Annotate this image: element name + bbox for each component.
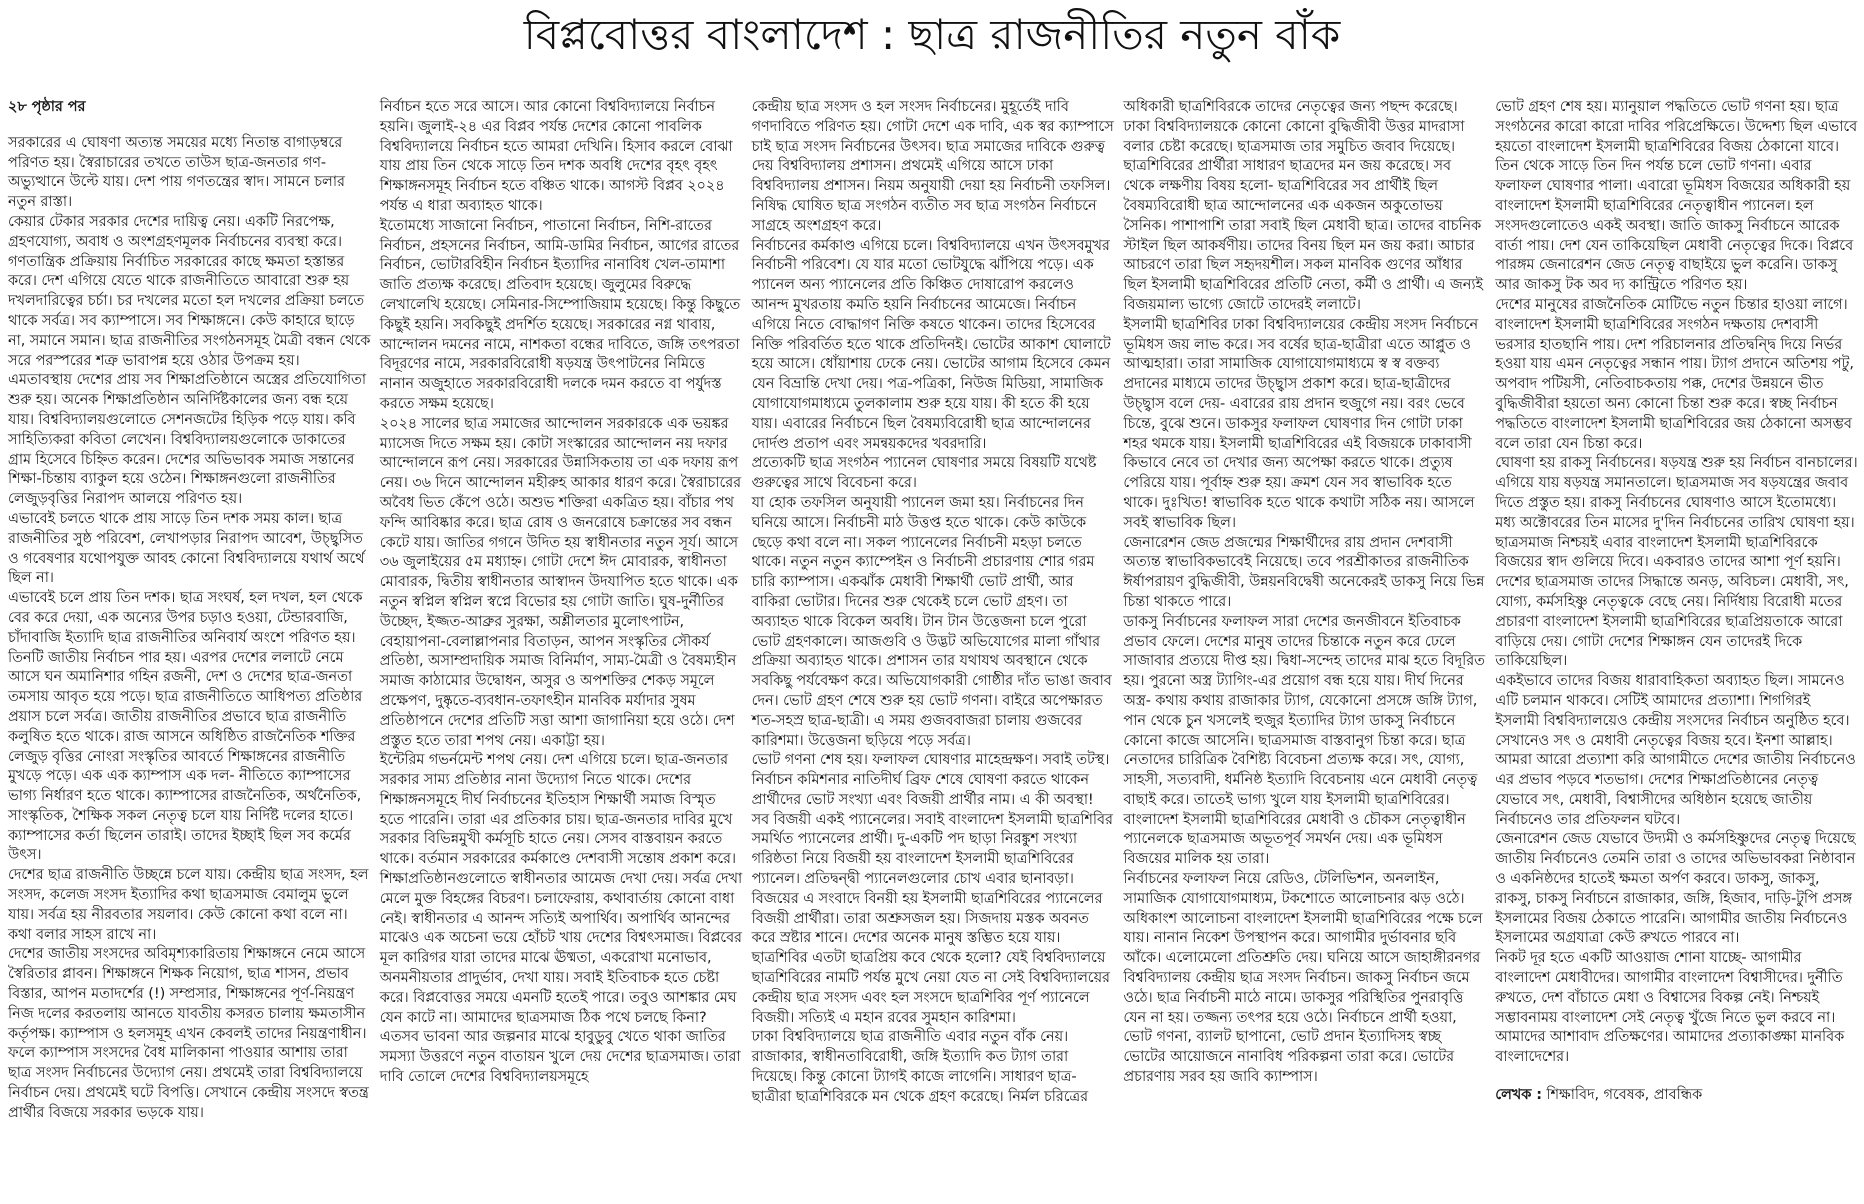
article-title: বিপ্লবোত্তর বাংলাদেশ : ছাত্র রাজনীতির নতুন বাঁক (523, 10, 1341, 59)
paragraph: এভাবেই চলতে থাকে প্রায় সাড়ে তিন দশক সময় কাল। ছাত্র রাজনীতির সুষ্ঠ পরিবেশ, লেখাপড়ার নিরাপদ আবেশ, উচ্ছ্বসিত ও গবেষণার যথোপযুক্ত আবহ কোনো বিশ্ববিদ্যালয়ে যথার্থ অর্থে ছিল না। (8, 510, 365, 587)
paragraph: প্রত্যেকটি ছাত্র সংগঠন প্যানেল ঘোষণার সময়ে বিষয়টি যথেষ্ট গুরুত্বের সাথে বিবেচনা করে। (751, 455, 1097, 492)
paragraph: এতসব ভাবনা আর জল্পনার মাঝে হাবুডুবু খেতে থাকা জাতির সমস্যা উত্তরণে নতুন বাতায়ন খুলে দেয় দেশের ছাত্রসমাজ। তারা দাবি তোলে দেশের বিশ্ববিদ্যালয়সমূহে (379, 1029, 741, 1086)
paragraph: নির্বাচন হতে সরে আসে। আর কোনো বিশ্ববিদ্যালয়ে নির্বাচন হয়নি। জুলাই-২৪ এর বিপ্লব পর্যন্ত দেশের কোনো পাবলিক বিশ্ববিদ্যালয়ে নির্বাচন হতে আমরা দেখিনি। হিসাব করলে বোঝা যায় প্রায় তিন থেকে সাড়ে তিন দশক অবধি দেশের বৃহৎ বৃহৎ শিক্ষাঙ্গনসমূহ নির্বাচন হতে বঞ্চিত থাকে। আগস্ট বিপ্লব ২০২৪ পর্যন্ত এ ধারা অব্যাহত থাকে। (379, 99, 733, 214)
article-body (8, 98, 1858, 1124)
paragraph: নির্বাচনের কর্মকাণ্ড এগিয়ে চলে। বিশ্ববিদ্যালয়ে এখন উৎসবমুখর নির্বাচনী পরিবেশ। যে যার মতো ভোটযুদ্ধে ঝাঁপিয়ে পড়ে। এক প্যানেল অন্য প্যানেলের প্রতি কিঞ্চিত দোষারোপ করলেও আনন্দ মুখরতায় কমতি হয়নি নির্বাচনের আমেজে। নির্বাচন এগিয়ে নিতে বোদ্ধাগণ নিক্তি কষতে থাকেন। তাদের হিসেবের নিক্তি পরিবর্তিত হতে থাকে প্রতিদিনই। ভোটের আকাশ ঘোলাটে হয়ে আসে। ধোঁয়াশায় ঢেকে নেয়। ভোটের আগাম হিসেবে কেমন যেন বিভ্রান্তি দেখা দেয়। পত্র-পত্রিকা, নিউজ মিডিয়া, সামাজিক যোগাযোগমাধ্যমে তুলকালাম শুরু হয়ে যায়। কী হতে কী হয়ে যায়। এবারের নির্বাচনে ছিল বৈষম্যবিরোধী ছাত্র আন্দোলনের দোর্দণ্ড প্রতাপ এবং সমন্বয়কদের খবরদারি। (751, 237, 1111, 452)
paragraph: ইতোমধ্যে সাজানো নির্বাচন, পাতানো নির্বাচন, নিশি-রাতের নির্বাচন, প্রহসনের নির্বাচন, আমি-ডামির নির্বাচন, আগের রাতের নির্বাচন, ভোটারবিহীন নির্বাচন ইত্যাদির নানাবিধ খেল-তামাশা জাতি প্রত্যক্ষ করেছে। প্রতিবাদ হয়েছে। জুলুমের বিরুদ্ধে লেখালেখি হয়েছে। সেমিনার-সিম্পোজিয়াম হয়েছে। কিন্তু কিছুতে কিছুই হয়নি। সবকিছুই প্রদর্শিত হয়েছে। সরকারের নগ্ন থাবায়, আন্দোলন দমনের নামে, নাশকতা বন্ধের দাবিতে, জঙ্গি তৎপরতা বিদূরণের নামে, সরকারবিরোধী ষড়যন্ত্র উৎপাটনের নিমিত্তে নানান অজুহাতে সরকারবিরোধী দলকে দমন করতে বা পর্যুদস্ত করতে সক্ষম হয়েছে। (379, 217, 741, 412)
column-3 (752, 98, 1115, 1124)
paragraph: ঢাকা বিশ্ববিদ্যালয়ে ছাত্র রাজনীতি এবার নতুন বাঁক নেয়। রাজাকার, স্বাধীনতাবিরোধী, জঙ্গি ইত্যাদি কত ট্যাগ তারা দিয়েছে। কিন্তু কোনো ট্যাগই কাজে লাগেনি। সাধারণ ছাত্র-ছাত্রীরা ছাত্রশিবিরকে মন থেকে গ্রহণ করেছে। নির্মল চরিত্রের (751, 1029, 1088, 1105)
paragraph: ২০২৪ সালের ছাত্র সমাজের আন্দোলন সরকারকে এক ভয়ঙ্কর ম্যাসেজ দিতে সক্ষম হয়। কোটা সংস্কারের আন্দোলন নয় দফার আন্দোলনে রূপ নেয়। সরকারের উন্নাসিকতায় তা এক দফায় রূপ নেয়। ৩৬ দিনে আন্দোলন মহীরুহ আকার ধারণ করে। স্বৈরাচারের অবৈধ ভিত কেঁপে ওঠে। অশুভ শক্তিরা একত্রিত হয়। বাঁচার পথ ফন্দি আবিষ্কার করে। ছাত্র রোষ ও জনরোষে চক্রান্তের সব বন্ধন কেটে যায়। জাতির গগনে উদিত হয় স্বাধীনতার নতুন সূর্য। আসে ৩৬ জুলাইয়ের ৫ম মধ্যাহ্ন। গোটা দেশে ঈদ মোবারক, স্বাধীনতা মোবারক, দ্বিতীয় স্বাধীনতার আস্বাদন উদযাপিত হতে থাকে। এক নতুন স্বপ্নিল স্বপ্নিল স্বপ্নে বিভোর হয় গোটা জাতি। ঘুষ-দুর্নীতির উচ্ছেদ, ইজ্জত-আব্রুর সুরক্ষা, অশ্লীলতার মুলোৎপাটন, বেহায়াপনা-বেলাল্লাপনার বিতাড়ন, আপন সংস্কৃতির সৌকর্য প্রতিষ্ঠা, অসাম্প্রদায়িক সমাজ বিনির্মাণ, সাম্য-মৈত্রী ও বৈষম্যহীন সমাজ কাঠামোর উদ্বোধন, অসুর ও অপশক্তির শেকড় সমূলে প্রক্ষেপণ, দুষ্কৃতে-ব্যবধান-তফাৎহীন মানবিক মর্যাদার সুষম প্রতিষ্ঠাপনে দেশের প্রতিটি সত্তা আশা জাগানিয়া হয়ে ওঠে। দেশ প্রস্তুত হতে তারা শপথ নেয়। একাট্টা হয়। (379, 415, 742, 749)
paragraph: দেশের জাতীয় সংসদের অবিমৃশ্যকারিতায় শিক্ষাঙ্গনে নেমে আসে স্বৈরিতার প্লাবন। শিক্ষাঙ্গনে শিক্ষক নিয়োগ, ছাত্র শাসন, প্রভাব বিস্তার, আপন মতাদর্শের (!) সম্প্রসার, শিক্ষাঙ্গনের পূর্ণ-নিয়ন্ত্রণ নিজ দলের করতলায় আনতে যাবতীয় কসরত চালায় ক্ষমতাসীন কর্তৃপক্ষ। ক্যাম্পাস ও হলসমূহ এখন কেবলই তাদের নিয়ন্ত্রণাধীন। ফলে ক্যাম্পাস সংসদের বৈধ মালিকানা পাওয়ার আশায় তারা ছাত্র সংসদ নির্বাচনের উদ্যোগ নেয়। প্রথমেই তারা বিশ্ববিদ্যালয়ে নির্বাচন দেয়। প্রথমেই ঘটে বিপত্তি। সেখানে কেন্দ্রীয় সংসদে স্বতন্ত্র প্রার্থীর বিজয়ে সরকার ভড়কে যায়। (8, 946, 369, 1121)
column-2 (380, 98, 743, 1124)
paragraph: ঘোষণা হয় রাকসু নির্বাচনের। ষড়যন্ত্র শুরু হয় নির্বাচন বানচালের। এগিয়ে যায় ষড়যন্ত্র সমানতালে। ছাত্রসমাজ সব ষড়যন্ত্রের জবাব দিতে প্রস্তুত হয়। রাকসু নির্বাচনের ঘোষণাও আসে ইতোমধ্যে। মধ্য অক্টোবরের তিন মাসের দু'দিন নির্বাচনের তারিখ ঘোষণা হয়। ছাত্রসমাজ নিশ্চয়ই এবার বাংলাদেশ ইসলামী ছাত্রশিবিরকে বিজয়ের স্বাদ গুলিয়ে দিবে। একবারও তাদের আশা পূর্ণ হয়নি। দেশের ছাত্রসমাজ তাদের সিদ্ধান্তে অনড়, অবিচল। মেধাবী, সৎ, যোগ্য, কর্মসহিষ্ণু নেতৃত্বকে বেছে নেয়। নির্দিধায় বিরোধী মতের প্রচারণা বাংলাদেশ ইসলামী ছাত্রশিবিরের ছাত্রপ্রিয়তাকে আরো বাড়িয়ে দেয়। গোটা দেশের শিক্ষাঙ্গন যেন তাদেরই দিকে তাকিয়েছিল। (1495, 455, 1858, 670)
paragraph: একইভাবে তাদের বিজয় ধারাবাহিকতা অব্যাহত ছিল। সামনেও এটি চলমান থাকবে। সেটিই আমাদের প্রত্যাশা। শিগগিরই ইসলামী বিশ্ববিদ্যালয়েও কেন্দ্রীয় সংসদের নির্বাচন অনুষ্ঠিত হবে। সেখানেও সৎ ও মেধাবী নেতৃত্বের বিজয় হবে। ইনশা আল্লাহ। আমরা আরো প্রত্যাশা করি আগামীতে দেশের জাতীয় নির্বাচনেও এর প্রভাব পড়বে শতভাগ। দেশের শিক্ষাপ্রতিষ্ঠানের নেতৃত্ব যেভাবে সৎ, মেধাবী, বিশ্বাসীদের অধিষ্ঠান হয়েছে জাতীয় নির্বাচনেও তার প্রতিফলন ঘটবে। (1495, 673, 1856, 828)
paragraph: দেশের মানুষের রাজনৈতিক মোটিভে নতুন চিন্তার হাওয়া লাগে। বাংলাদেশ ইসলামী ছাত্রশিবিরের সংগঠন দক্ষতায় দেশবাসী ভরসার হাতছানি পায়। দেশ পরিচালনার প্রতিদ্বন্দ্বি দিয়ে নির্ভর হওয়া যায় এমন নেতৃত্বের সন্ধান পায়। ট্যাগ প্রদানে অতিশয় পটু, অপবাদ পটিয়সী, নেতিবাচকতায় পক্ক, দেশের উন্নয়নে ভীত বুদ্ধিজীবীরা হয়তো অন্য কোনো চিন্তা শুরু করে। স্বচ্ছ নির্বাচন পদ্ধতিতে বাংলাদেশ ইসলামী ছাত্রশিবিরের জয় ঠেকানো অসম্ভব বলে তারা যেন চিন্তা করে। (1495, 296, 1854, 452)
paragraph: যা হোক তফসিল অনুযায়ী প্যানেল জমা হয়। নির্বাচনের দিন ঘনিয়ে আসে। নির্বাচনী মাঠ উত্তপ্ত হতে থাকে। কেউ কাউকে ছেড়ে কথা বলে না। সকল প্যানেলের নির্বাচনী মহড়া চলতে থাকে। নতুন নতুন ক্যাম্পেইন ও নির্বাচনী প্রচারণায় শোর গরম চারি ক্যাম্পাস। একঝাঁক মেধাবী শিক্ষার্থী ভোট প্রার্থী, আর বাকিরা ভোটার। দিনের শুরু থেকেই চলে ভোট গ্রহণ। তা অব্যাহত থাকে বিকেল অবধি। টান টান উত্তেজনা চলে পুরো ভোট গ্রহণকালে। আজগুবি ও উদ্ভট অভিযোগের মালা গাঁথার প্রক্রিয়া অব্যাহত থাকে। প্রশাসন তার যথাযথ অবস্থানে থেকে সবকিছু পর্যবেক্ষণ করে। অভিযোগকারী গোষ্ঠীর দাঁত ভাঙা জবাব দেন। ভোট গ্রহণ শেষে শুরু হয় ভোট গণনা। বাইরে অপেক্ষারত শত-সহস্র ছাত্র-ছাত্রী। এ সময় গুজববাজরা চালায় গুজবের কারিশমা। উত্তেজনা ছড়িয়ে পড়ে সর্বত্র। (751, 494, 1112, 749)
paragraph: জেনারেশন জেড যেভাবে উদ্যমী ও কর্মসহিষ্ণুদের নেতৃত্ব দিয়েছে জাতীয় নির্বাচনেও তেমনি তারা ও তাদের অভিভাবকরা নিষ্ঠাবান ও একনিষ্ঠদের হাতেই ক্ষমতা অর্পণ করবে। ডাকসু, জাকসু, রাকসু, চাকসু নির্বাচনে রাজাকার, জঙ্গি, হিজাব, দাড়ি-টুপি প্রসঙ্গ ইসলামের বিজয় ঠেকাতে পারেনি। আগামীর জাতীয় নির্বাচনেও ইসলামের অগ্রযাত্রা কেউ রুখতে পারবে না। (1495, 831, 1856, 947)
continued-from-label: ২৮ পৃষ্ঠার পর (8, 99, 86, 115)
paragraph: এভাবেই চলে প্রায় তিন দশক। ছাত্র সংঘর্ষ, হল দখল, হল থেকে বের করে দেয়া, এক অন্যের উপর চড়াও হওয়া, টেন্ডারবাজি, চাঁদাবাজি ইত্যাদি ছাত্র রাজনীতির অনিবার্য অংশে পরিণত হয়। তিনটি জাতীয় নির্বাচন পার হয়। এরপর দেশের ললাটে নেমে আসে ঘন অমানিশার গহিন রজনী, দেশ ও দেশের ছাত্র-জনতা তমসায় আবৃত হয়ে পড়ে। ছাত্র রাজনীতিতে আধিপত্য প্রতিষ্ঠার প্রয়াস চলে সর্বত্র। জাতীয় রাজনীতির প্রভাবে ছাত্র রাজনীতি কলুষিত হতে থাকে। রাজ আসনে অধিষ্ঠিত রাজনৈতিক শক্তির লেজুড় বৃত্তির নোংরা সংস্কৃতির আবর্তে শিক্ষাঙ্গনের রাজনীতি মুখড়ে পড়ে। এক এক ক্যাম্পাস এক দল- নীতিতে ক্যাম্পাসের ভাগ্য নির্ধারণ হতে থাকে। ক্যাম্পাসের রাজনৈতিক, অর্থনৈতিক, সাংস্কৃতিক, শৈক্ষিক সকল নেতৃত্ব চলে যায় নির্দিষ্ট দলের হাতে। ক্যাম্পাসের কর্তা ছিলেন তারাই। তাদের ইচ্ছাই ছিল সব কর্মের উৎস। (8, 590, 363, 864)
paragraph: নির্বাচনের ফলাফল নিয়ে রেডিও, টেলিভিশন, অনলাইন, সামাজিক যোগাযোগমাধ্যম, টকশোতে আলোচনার ঝড় ওঠে। অধিকাংশ আলোচনা বাংলাদেশ ইসলামী ছাত্রশিবিরের পক্ষে চলে যায়। নানান নিকেশ উপস্থাপন করে। আগামীর দুর্ভাবনার ছবি আঁকে। এলোমেলো প্রতিশ্রুতি দেয়। ঘনিয়ে আসে জাহাঙ্গীরনগর বিশ্ববিদ্যালয় কেন্দ্রীয় ছাত্র সংসদ নির্বাচন। জাকসু নির্বাচন জমে ওঠে। ছাত্র নির্বাচনী মাঠে নামে। ডাকসুর পরিস্থিতির পুনরাবৃত্তি যেন না হয়। তজ্জন্য তৎপর হয়ে ওঠে। নির্বাচনে প্রার্থী হওয়া, ভোট গণনা, ব্যালট ছাপানো, ভোট প্রদান ইত্যাদিসহ স্বচ্ছ ভোটের আয়োজনে নানাবিধ পরিকল্পনা তারা করে। ভোটের প্রচারণায় সরব হয় জাবি ক্যাম্পাস। (1123, 871, 1483, 1086)
paragraph: নিকট দূর হতে একটি আওয়াজ শোনা যাচ্ছে- আগামীর বাংলাদেশ মেধাবীদের। আগামীর বাংলাদেশ বিশ্বাসীদের। দুর্নীতি রুখতে, দেশ বাঁচাতে মেধা ও বিশ্বাসের বিকল্প নেই। নিশ্চয়ই সম্ভাবনাময় বাংলাদেশ সেই নেতৃত্ব খুঁজে নিতে ভুল করবে না। আমাদের আশাবাদ প্রতিক্ষণের। আমাদের প্রত্যাকাঙ্ক্ষা মানবিক বাংলাদেশের। (1495, 950, 1845, 1066)
paragraph: দেশের ছাত্র রাজনীতি উচ্ছন্নে চলে যায়। কেন্দ্রীয় ছাত্র সংসদ, হল সংসদ, কলেজ সংসদ ইত্যাদির কথা ছাত্রসমাজ বেমালুম ভুলে যায়। সর্বত্র হয় নীরবতার সয়লাব। কেউ কোনো কথা বলে না। কথা বলার সাহস রাখে না। (8, 867, 369, 943)
paragraph: কেয়ার টেকার সরকার দেশের দায়িত্ব নেয়। একটি নিরপেক্ষ, গ্রহণযোগ্য, অবাধ ও অংশগ্রহণমূলক নির্বাচনের ব্যবস্থা করে। গণতান্ত্রিক প্রক্রিয়ায় নির্বাচিত সরকারের কাছে ক্ষমতা হস্তান্তর করে। দেশ এগিয়ে যেতে থাকে রাজনীতিতে আবারো শুরু হয় দখলদারিত্বের চর্চা। চর দখলের মতো হল দখলের প্রক্রিয়া চলতে থাকে সর্বত্র। সব ক্যাম্পাসে। সব শিক্ষাঙ্গনে। কেউ কাহারে ছাড়ে না, সমানে সমান। ছাত্র রাজনীতির সংগঠনসমূহ মৈত্রী বন্ধন থেকে সরে পরস্পরের শত্রু ভাবাপন্ন হয়ে ওঠার উপক্রম হয়। (8, 213, 371, 369)
paragraph: কেন্দ্রীয় ছাত্র সংসদ ও হল সংসদ নির্বাচনের। মুহূর্তেই দাবি গণদাবিতে পরিণত হয়। গোটা দেশে এক দাবি, এক স্বর ক্যাম্পাসে চাই ছাত্র সংসদ নির্বাচনের উৎসব। ছাত্র সমাজের দাবিকে গুরুত্ব দেয় বিশ্ববিদ্যালয় প্রশাসন। প্রথমেই এগিয়ে আসে ঢাকা বিশ্ববিদ্যালয় প্রশাসন। নিয়ম অনুযায়ী দেয়া হয় নির্বাচনী তফসিল। নিষিদ্ধ ঘোষিত ছাত্র সংগঠন ব্যতীত সব ছাত্র সংগঠন নির্বাচনে সাগ্রহে অংশগ্রহণ করে। (751, 99, 1114, 234)
column-1 (8, 98, 371, 1124)
paragraph: শিক্ষাপ্রতিষ্ঠানগুলোতে স্বাধীনতার আমেজ দেখা দেয়। সর্বত্র দেখা মেলে মুক্ত বিহঙ্গের বিচরণ। চলাফেরায়, কথাবার্তায় কোনো বাধা নেই। স্বাধীনতার এ আনন্দ সত্যিই অপার্থিব। অপার্থিব আনন্দের মাঝেও এক অচেনা ভয়ে হোঁচট খায় দেশের বিশ্বৎসমাজ। বিপ্লবের মূল কারিগর যারা তাদের মাঝে ঊষ্মতা, একরোখা মনোভাব, অনমনীয়তার প্রাদুর্ভাব, দেখা যায়। সবাই ইতিবাচক হতে চেষ্টা করে। বিপ্লবোত্তর সময়ে এমনটি হতেই পারে। তবুও আশঙ্কার মেঘ যেন কাটে না। আমাদের ছাত্রসমাজ ঠিক পথে চলছে কিনা? (379, 871, 743, 1026)
paragraph: জেনারেশন জেড প্রজন্মের শিক্ষার্থীদের রায় প্রদান দেশবাসী অত্যন্ত স্বাভাবিকভাবেই নিয়েছে। তবে পরশ্রীকাতর রাজনীতিক ঈর্ষাপরায়ণ বুদ্ধিজীবী, উন্নয়নবিদ্বেষী অনেকেরই ডাকসু নিয়ে ভিন্ন চিন্তা থাকতে পারে। (1123, 534, 1485, 610)
author-description: শিক্ষাবিদ, গবেষক, প্রাবন্ধিক (1546, 1087, 1703, 1104)
column-4 (1123, 98, 1486, 1124)
author-label: লেখক : (1495, 1087, 1542, 1104)
paragraph: সরকারের এ ঘোষণা অত্যন্ত সময়ের মধ্যে নিতান্ত বাগাড়ম্বরে পরিণত হয়। স্বৈরাচারের তখতে তাউস ছাত্র-জনতার গণ-অভ্যুত্থানে উল্টে যায়। দেশ পায় গণতন্ত্রের স্বাদ। সামনে চলার নতুন রাস্তা। (8, 134, 345, 211)
column-5 (1495, 98, 1858, 1124)
paragraph: ভোট গ্রহণ শেষ হয়। ম্যানুয়াল পদ্ধতিতে ভোট গণনা হয়। ছাত্র সংগঠনের কারো কারো দাবির পরিপ্রেক্ষিতে। উদ্দেশ্য ছিল এভাবে হয়তো বাংলাদেশ ইসলামী ছাত্রশিবিরের বিজয় ঠেকানো যাবে। তিন থেকে সাড়ে তিন দিন পর্যন্ত চলে ভোট গণনা। এবার ফলাফল ঘোষণার পালা। এবারো ভূমিধস বিজয়ের অধিকারী হয় বাংলাদেশ ইসলামী ছাত্রশিবিরের নেতৃত্বাধীন প্যানেল। হল সংসদগুলোতেও একই অবস্থা। জাতি জাকসু নির্বাচনে আরেক বার্তা পায়। দেশ যেন তাকিয়েছিল মেধাবী নেতৃত্বের দিকে। বিপ্লবে পারঙ্গম জেনারেশন জেড নেতৃত্ব বাছাইয়ে ভুল করেনি। ডাকসু আর জাকসু টক অব দ্য কান্ট্রিতে পরিণত হয়। (1495, 99, 1858, 294)
paragraph: ইন্টেরিম গভর্নমেন্ট শপথ নেয়। দেশ এগিয়ে চলে। ছাত্র-জনতার সরকার সাম্য প্রতিষ্ঠার নানা উদ্যোগ নিতে থাকে। দেশের শিক্ষাঙ্গনসমূহে দীর্ঘ নির্বাচনের ইতিহাস শিক্ষার্থী সমাজ বিস্মৃত হতে পারেনি। তারা এর প্রতিকার চায়। ছাত্র-জনতার দাবির মুখে সরকার বিভিন্নমুখী কর্মসূচি হাতে নেয়। সেসব বাস্তবায়ন করতে থাকে। বর্তমান সরকারের কর্মকাণ্ডে দেশবাসী সন্তোষ প্রকাশ করে। (379, 752, 736, 868)
author-byline (1495, 1086, 1858, 1106)
paragraph: এমতাবস্থায় দেশের প্রায় সব শিক্ষাপ্রতিষ্ঠানে অস্ত্রের প্রতিযোগিতা শুরু হয়। অনেক শিক্ষাপ্রতিষ্ঠান অনির্দিষ্টকালের জন্য বন্ধ হয়ে যায়। বিশ্ববিদ্যালয়গুলোতে সেশনজটের হিড়িক পড়ে যায়। কবি সাহিত্যিকরা কবিতা লেখেন। বিশ্ববিদ্যালয়গুলোকে ডাকাতের গ্রাম হিসেবে চিহ্নিত করেন। দেশের অভিভাবক সমাজ সন্তানের শিক্ষা-চিন্তায় ব্যাকুল হয়ে ওঠেন। শিক্ষাঙ্গনগুলো রাজনীতির লেজুড়বৃত্তির নিরাপদ আলয়ে পরিণত হয়। (8, 372, 367, 508)
paragraph: ইসলামী ছাত্রশিবির ঢাকা বিশ্ববিদ্যালয়ের কেন্দ্রীয় সংসদ নির্বাচনে ভূমিধস জয় লাভ করে। সব বর্ষের ছাত্র-ছাত্রীরা এতে আপ্লুত ও আত্মহারা। তারা সামাজিক যোগাযোগমাধ্যমে স্ব স্ব বক্তব্য প্রদানের মাধ্যমে তাদের উচ্ছ্বাস প্রকাশ করে। ছাত্র-ছাত্রীদের উচ্ছ্বাস বলে দেয়- এবারের রায় প্রদান হুজুগে নয়। বরং ভেবে চিন্তে, বুঝে শুনে। ডাকসুর ফলাফল ঘোষণার দিন গোটা ঢাকা শহর থমকে যায়। ইসলামী ছাত্রশিবিরের এই বিজয়কে ঢাকাবাসী কিভাবে নেবে তা দেখার জন্য অপেক্ষা করতে থাকে। প্রত্যুষ পেরিয়ে যায়। পূর্বাহ্ন শুরু হয়। ক্রমশ যেন সব স্বাভাবিক হতে থাকে। দুঃখিত! স্বাভাবিক হতে থাকে কথাটা সঠিক নয়। আসলে সবই স্বাভাবিক ছিল। (1123, 316, 1479, 531)
paragraph: অধিকারী ছাত্রশিবিরকে তাদের নেতৃত্বের জন্য পছন্দ করেছে। ঢাকা বিশ্ববিদ্যালয়কে কোনো কোনো বুদ্ধিজীবী উত্তর মাদরাসা বলার চেষ্টা করেছে। ছাত্রসমাজ তার সমুচিত জবাব দিয়েছে। ছাত্রশিবিরের প্রার্থীরা সাধারণ ছাত্রদের মন জয় করেছে। সব থেকে লক্ষণীয় বিষয় হলো- ছাত্রশিবিরের সব প্রার্থীই ছিল বৈষম্যবিরোধী ছাত্র আন্দোলনের এক একজন অকুতোভয় সৈনিক। পাশাপাশি তারা সবাই ছিল মেধাবী ছাত্র। তাদের বাচনিক স্টাইল ছিল আকর্ষণীয়। তাদের বিনয় ছিল মন জয় করা। আচার আচরণে তারা ছিল সহৃদয়শীল। সকল মানবিক গুণের আঁধার ছিল ইসলামী ছাত্রশিবিরের প্রতিটি নেতা, কর্মী ও প্রার্থী। এ জন্যই বিজয়মাল্য ভাগ্যে জোটে তাদেরই ললাটে। (1123, 99, 1483, 313)
paragraph: ভোট গণনা শেষ হয়। ফলাফল ঘোষণার মাহেন্দ্রক্ষণ। সবাই তটস্থ। নির্বাচন কমিশনার নাতিদীর্ঘ ব্রিফ শেষে ঘোষণা করতে থাকেন প্রার্থীদের ভোট সংখ্যা এবং বিজয়ী প্রার্থীর নাম। এ কী অবস্থা! সব বিজয়ী একই প্যানেলের। সবাই বাংলাদেশ ইসলামী ছাত্রশিবির সমর্থিত প্যানেলের প্রার্থী। দু-একটি পদ ছাড়া নিরঙ্কুশ সংখ্যা গরিষ্ঠতা নিয়ে বিজয়ী হয় বাংলাদেশ ইসলামী ছাত্রশিবিরের প্যানেল। প্রতিদ্বন্দ্বী প্যানেলগুলোর চোখ এবার ছানাবড়া। বিজয়ের এ সংবাদে বিনয়ী হয় ইসলামী ছাত্রশিবিরের প্যানেলের বিজয়ী প্রার্থীরা। তারা অশ্রুসজল হয়। সিজদায় মস্তক অবনত করে স্রষ্টার শানে। দেশের অনেক মানুষ স্তম্ভিত হয়ে যায়। ছাত্রশিবির এতটা ছাত্রপ্রিয় কবে থেকে হলো? যেই বিশ্ববিদ্যালয়ে ছাত্রশিবিরের নামটি পর্যন্ত মুখে নেয়া যেত না সেই বিশ্ববিদ্যালয়ের কেন্দ্রীয় ছাত্র সংসদ এবং হল সংসদে ছাত্রশিবির পূর্ণ প্যানেলে বিজয়ী। সত্যিই এ মহান রবের সুমহান কারিশমা। (751, 752, 1113, 1026)
paragraph: ডাকসু নির্বাচনের ফলাফল সারা দেশের জনজীবনে ইতিবাচক প্রভাব ফেলে। দেশের মানুষ তাদের চিন্তাকে নতুন করে ঢেলে সাজাবার প্রত্যয়ে দীপ্ত হয়। দ্বিধা-সন্দেহ তাদের মাঝ হতে বিদূরিত হয়। পুরনো অস্ত্র ট্যাগিং-এর প্রয়োগ বন্ধ হয়ে যায়। দীর্ঘ দিনের অস্ত্র- কথায় কথায় রাজাকার ট্যাগ, যেকোনো প্রসঙ্গে জঙ্গি ট্যাগ, পান থেকে চুন খসলেই হুজুর ইত্যাদির ট্যাগ ডাকসু নির্বাচনে কোনো কাজে আসেনি। ছাত্রসমাজ বাস্তবানুগ চিন্তা করে। ছাত্র নেতাদের চারিত্রিক বৈশিষ্ট্য বিবেচনা প্রত্যক্ষ করে। সৎ, যোগ্য, সাহসী, সত্যবাদী, ধর্মনিষ্ঠ ইত্যাদি বিবেচনায় এনে মেধাবী নেতৃত্ব বাছাই করে। তাতেই ভাগ্য খুলে যায় ইসলামী ছাত্রশিবিরের। বাংলাদেশ ইসলামী ছাত্রশিবিরের মেধাবী ও চৌকস নেতৃত্বাধীন প্যানেলকে ছাত্রসমাজ অভূতপূর্ব সমর্থন দেয়। এক ভূমিধস বিজয়ের মালিক হয় তারা। (1123, 613, 1485, 868)
